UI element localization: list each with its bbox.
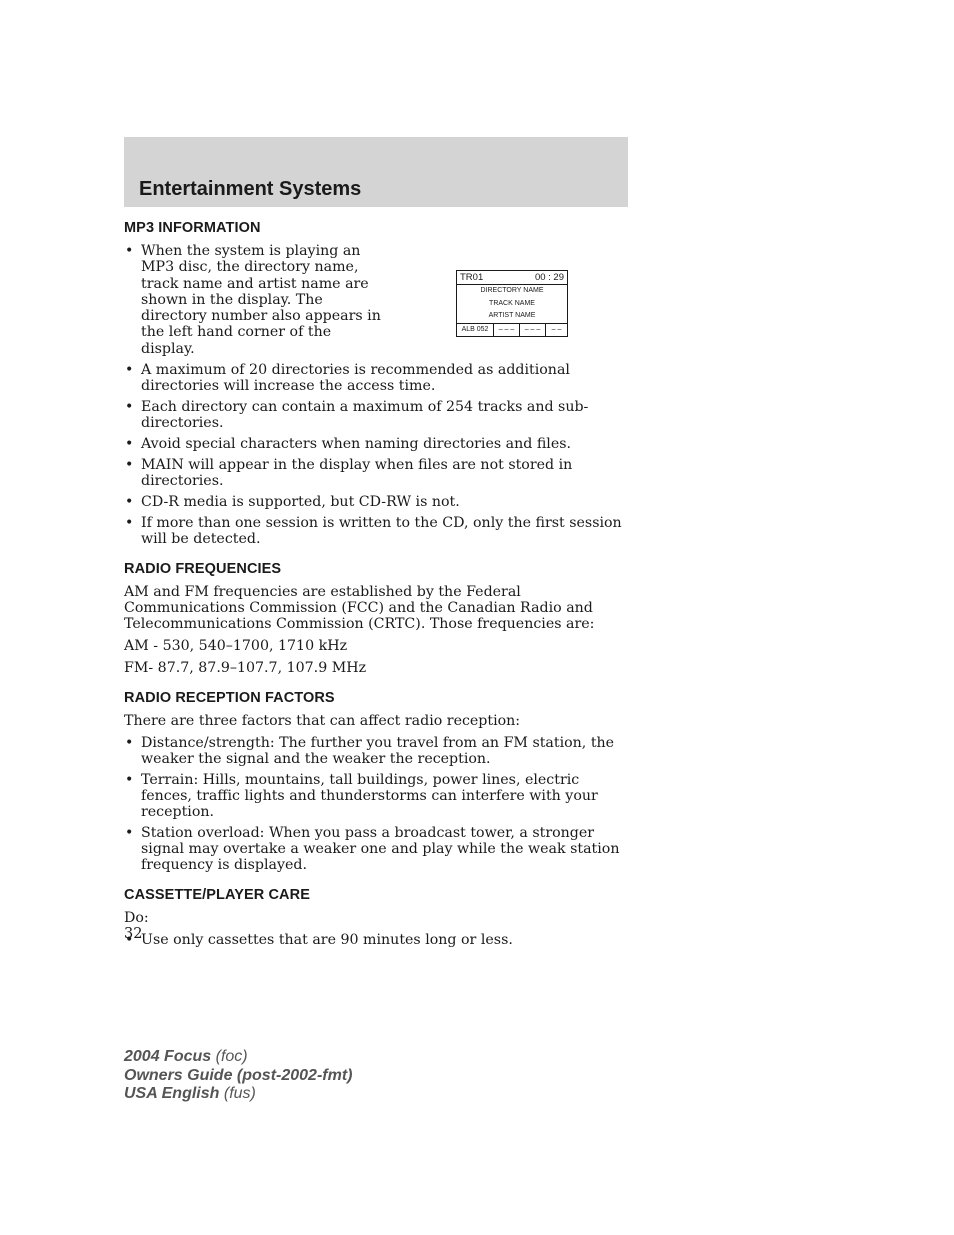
list-item: • CD-R media is supported, but CD-RW is not. — [124, 494, 630, 510]
footer-guide: Owners Guide (post-2002-fmt) — [124, 1066, 353, 1084]
cassette-bullet-list — [124, 932, 630, 948]
cassette-intro: Do: — [124, 910, 149, 927]
document-footer — [124, 1048, 352, 1104]
cassette-heading: CASSETTE/PLAYER CARE — [124, 887, 310, 904]
display-text-area — [457, 285, 567, 323]
section-header — [124, 137, 628, 207]
display-top-row — [457, 271, 567, 285]
reception-heading: RADIO RECEPTION FACTORS — [124, 690, 335, 707]
display-artist: ARTIST NAME — [488, 312, 536, 319]
list-item: • Use only cassettes that are 90 minutes long or less. — [124, 932, 630, 948]
list-item: • Avoid special characters when naming directories and files. — [124, 436, 630, 452]
display-segment-album: ALB 052 — [457, 324, 494, 336]
reception-bullet-list — [124, 735, 630, 873]
list-item: • Terrain: Hills, mountains, tall buildings, power lines, electric fences, traffic lights and thunderstorms can interfere with your reception. — [124, 772, 630, 820]
am-frequencies: AM - 530, 540–1700, 1710 kHz — [124, 638, 348, 655]
list-item: • If more than one session is written to the CD, only the first session will be detected. — [124, 515, 630, 547]
display-segment: – – — [551, 326, 562, 333]
list-item: • A maximum of 20 directories is recommended as additional directories will increase the access time. — [124, 362, 630, 394]
fm-frequencies: FM- 87.7, 87.9–107.7, 107.9 MHz — [124, 660, 367, 677]
display-time: 00 : 29 — [534, 272, 564, 283]
footer-language: USA English — [124, 1085, 220, 1102]
page-content — [124, 220, 630, 953]
footer-language-code: (fus) — [223, 1085, 256, 1102]
radio-frequencies-heading: RADIO FREQUENCIES — [124, 561, 282, 578]
list-item: • MAIN will appear in the display when files are not stored in directories. — [124, 457, 630, 489]
display-segment: – – – — [520, 324, 546, 336]
display-segment: – – – — [494, 324, 520, 336]
list-item: • Station overload: When you pass a broadcast tower, a stronger signal may overtake a weaker one and play while the weak station frequency is displayed. — [124, 825, 630, 873]
list-item: • Distance/strength: The further you travel from an FM station, the weaker the signal and the weaker the reception. — [124, 735, 630, 767]
section-title: Entertainment Systems — [139, 178, 362, 200]
radio-frequencies-text: AM and FM frequencies are established by the Federal Communications Commission (FCC) and the Canadian Radio and Telecommunications Commission (CRTC). Those frequencies are: — [124, 584, 595, 633]
list-item: • Each directory can contain a maximum of 254 tracks and sub-directories. — [124, 399, 630, 431]
display-directory: DIRECTORY NAME — [480, 287, 544, 294]
display-track-name: TRACK NAME — [489, 299, 535, 307]
footer-model-code: (foc) — [215, 1048, 248, 1065]
list-item: • When the system is playing an MP3 disc, the directory name, track name and artist name are shown in the display. The directory number also appears in the left hand corner of the display. — [124, 243, 389, 357]
footer-model: 2004 Focus — [124, 1048, 212, 1065]
mp3-bullet-list — [124, 362, 630, 547]
display-bottom-row — [457, 323, 567, 336]
mp3-intro-block — [124, 243, 630, 357]
mp3-display-illustration — [456, 270, 568, 337]
mp3-heading: MP3 INFORMATION — [124, 220, 261, 236]
reception-intro: There are three factors that can affect radio reception: — [124, 713, 521, 730]
display-track: TR01 — [460, 272, 484, 283]
page-number: 32 — [124, 926, 143, 942]
